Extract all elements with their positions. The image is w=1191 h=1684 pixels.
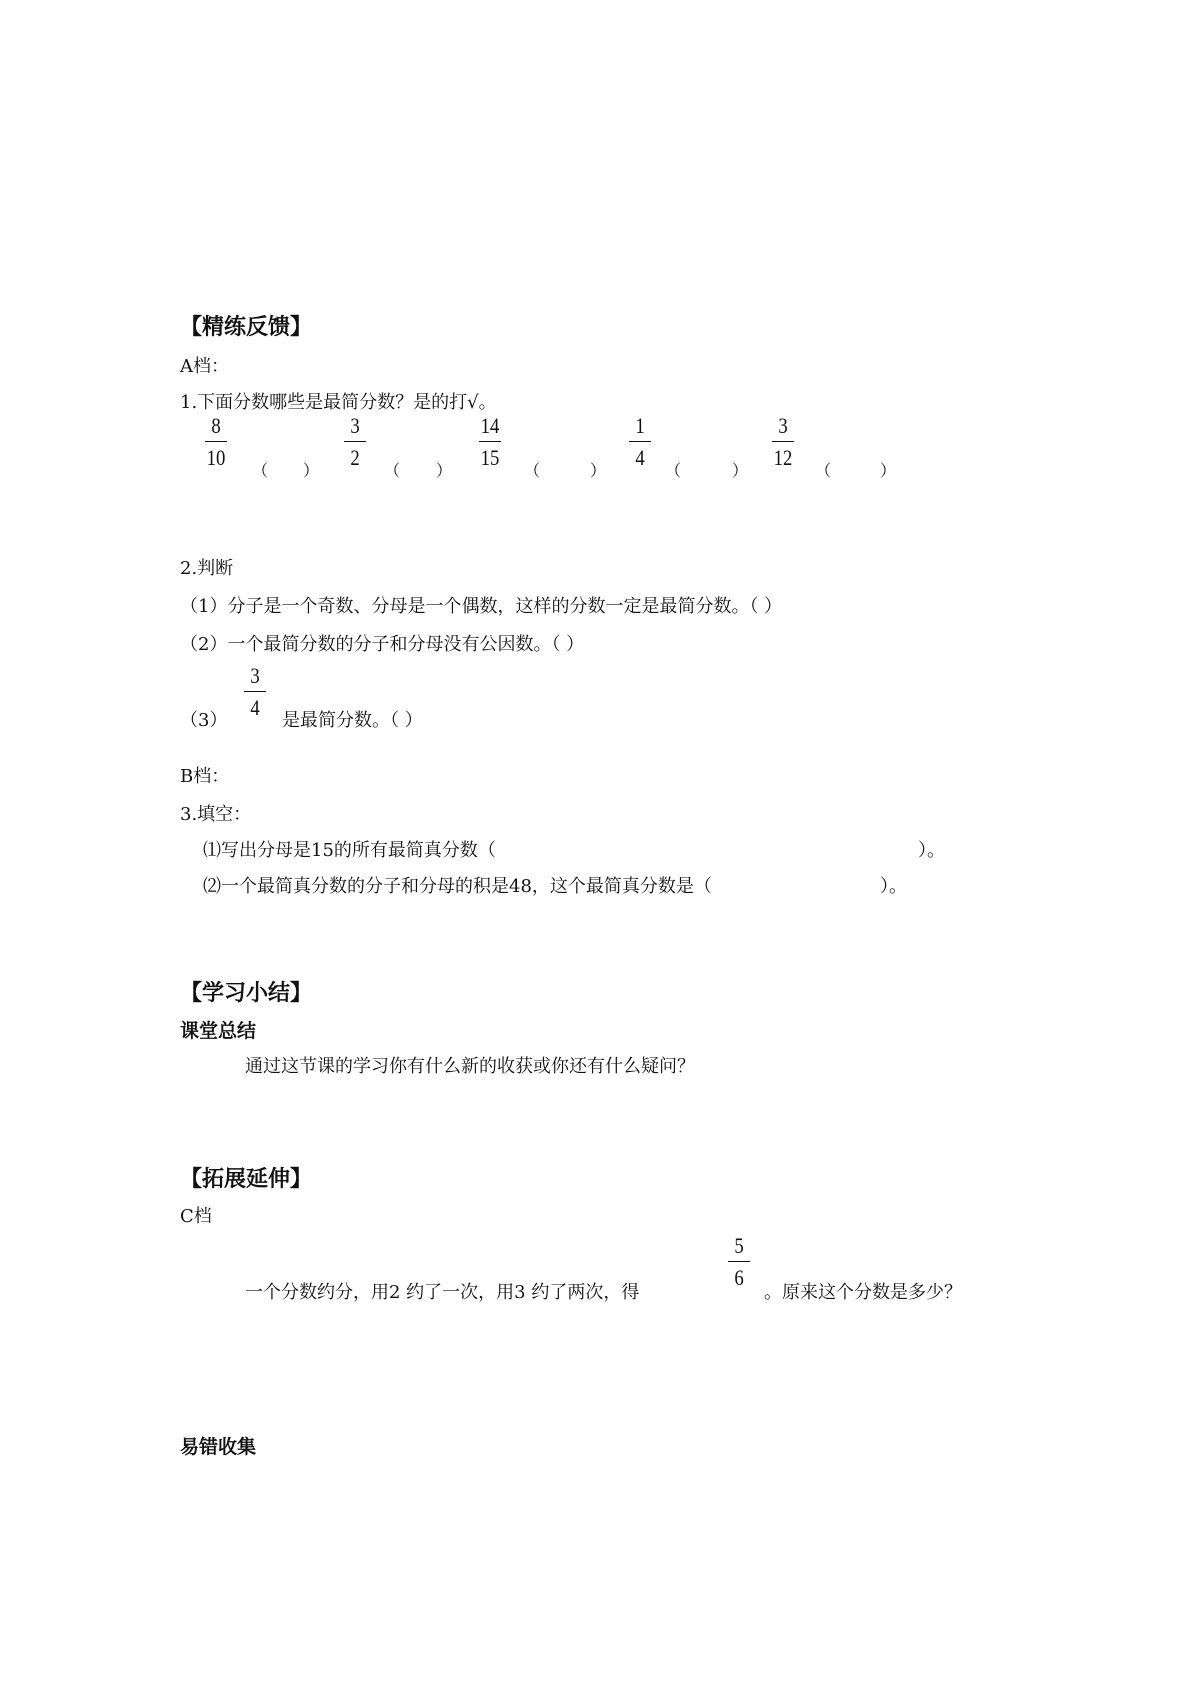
denominator: 2 — [350, 445, 360, 470]
numerator: 3 — [350, 413, 360, 438]
answer-paren-close: ） — [590, 461, 607, 480]
question-2-text: 2.判断 — [180, 558, 234, 579]
fraction-5-6 — [724, 1234, 754, 1290]
numerator: 8 — [211, 413, 221, 438]
denominator: 15 — [480, 445, 500, 470]
fraction-3-4 — [240, 664, 270, 720]
answer-paren-close: ） — [303, 461, 320, 480]
denominator: 4 — [635, 445, 645, 470]
numerator: 1 — [635, 413, 645, 438]
summary-heading: 【学习小结】 — [180, 981, 313, 1006]
fraction-bar — [728, 1261, 750, 1262]
fraction-1-4 — [625, 414, 655, 470]
answer-paren-open: （ — [252, 461, 269, 480]
extension-text-before: 一个分数约分，用2 约了一次，用3 约了两次，得 — [245, 1282, 640, 1303]
level-c-label: C档 — [180, 1206, 212, 1227]
fill-item-2-end: ）。 — [880, 876, 907, 897]
denominator: 4 — [250, 695, 260, 720]
answer-paren-open: （ — [665, 461, 682, 480]
practice-heading: 【精练反馈】 — [180, 315, 313, 340]
numerator: 3 — [778, 413, 788, 438]
numerator: 3 — [250, 663, 260, 688]
extension-heading: 【拓展延伸】 — [180, 1167, 313, 1192]
level-b-label: B档： — [180, 766, 230, 787]
fraction-bar — [772, 441, 794, 442]
fraction-8-10 — [201, 414, 231, 470]
answer-paren-open: （ — [815, 461, 832, 480]
extension-text-after: 。原来这个分数是多少？ — [764, 1282, 962, 1303]
fraction-14-15 — [475, 414, 505, 470]
numerator: 5 — [734, 1233, 744, 1258]
denominator: 6 — [734, 1265, 744, 1290]
fraction-3-12 — [768, 414, 798, 470]
question-1-text: 1.下面分数哪些是最简分数？是的打√。 — [180, 392, 497, 413]
question-3-text: 3.填空： — [180, 804, 252, 825]
fraction-3-2 — [340, 414, 370, 470]
answer-paren-open: （ — [384, 461, 401, 480]
fraction-bar — [344, 441, 366, 442]
fraction-bar — [244, 691, 266, 692]
judge-item-2: （2）一个最简分数的分子和分母没有公因数。（ ） — [180, 634, 585, 655]
fill-item-2-start: ⑵一个最简真分数的分子和分母的积是48，这个最简真分数是（ — [203, 876, 712, 897]
denominator: 10 — [206, 445, 226, 470]
answer-paren-close: ） — [732, 461, 749, 480]
answer-paren-close: ） — [436, 461, 453, 480]
level-a-label: A档： — [180, 356, 229, 377]
errors-heading: 易错收集 — [180, 1436, 257, 1458]
summary-subtitle: 课堂总结 — [180, 1020, 257, 1042]
answer-paren-close: ） — [880, 461, 897, 480]
judge-item-1: （1）分子是一个奇数、分母是一个偶数，这样的分数一定是最简分数。（ ） — [180, 596, 783, 617]
judge-item-3-suffix: 是最简分数。（ ） — [282, 710, 423, 731]
summary-prompt: 通过这节课的学习你有什么新的收获或你还有什么疑问？ — [245, 1056, 695, 1077]
denominator: 12 — [773, 445, 793, 470]
judge-item-3-prefix: （3） — [180, 710, 228, 731]
fill-item-1-start: ⑴写出分母是15的所有最简真分数（ — [203, 840, 496, 861]
numerator: 14 — [480, 413, 500, 438]
answer-paren-open: （ — [524, 461, 541, 480]
fraction-bar — [479, 441, 501, 442]
fraction-bar — [205, 441, 227, 442]
fraction-bar — [629, 441, 651, 442]
fill-item-1-end: ）。 — [918, 840, 945, 861]
